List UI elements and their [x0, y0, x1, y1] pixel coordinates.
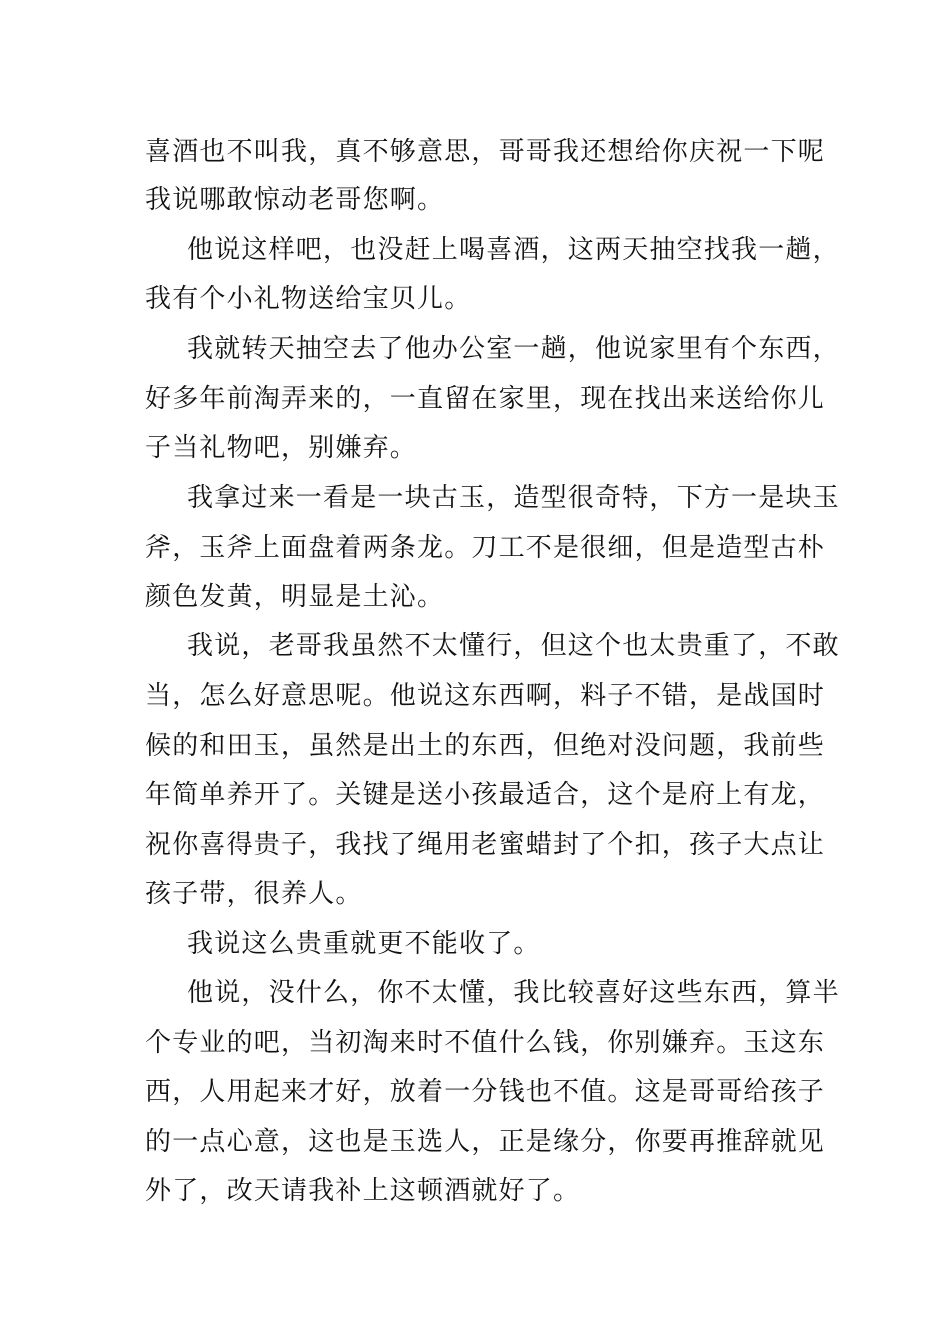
text-line: 年简单养开了。关键是送小孩最适合，这个是府上有龙，	[145, 780, 826, 810]
text-line: 西，人用起来才好，放着一分钱也不值。这是哥哥给孩子	[145, 1077, 826, 1107]
text-line: 喜酒也不叫我，真不够意思，哥哥我还想给你庆祝一下呢	[145, 137, 826, 167]
text-line: 他说，没什么，你不太懂，我比较喜好这些东西，算半	[187, 978, 840, 1008]
text-line: 外了，改天请我补上这顿酒就好了。	[145, 1176, 581, 1206]
text-line: 祝你喜得贵子，我找了绳用老蜜蜡封了个扣，孩子大点让	[145, 830, 826, 860]
text-line: 斧，玉斧上面盘着两条龙。刀工不是很细，但是造型古朴	[145, 533, 826, 563]
text-line: 我说哪敢惊动老哥您啊。	[145, 185, 445, 215]
text-line: 我说，老哥我虽然不太懂行，但这个也太贵重了，不敢	[187, 631, 840, 661]
text-line: 子当礼物吧，别嫌弃。	[145, 433, 418, 463]
text-line: 好多年前淘弄来的，一直留在家里，现在找出来送给你儿	[145, 384, 826, 414]
text-line: 我说这么贵重就更不能收了。	[187, 929, 541, 959]
text-line: 他说这样吧，也没赶上喝喜酒，这两天抽空找我一趟，	[187, 235, 840, 265]
text-line: 当，怎么好意思呢。他说这东西啊，料子不错，是战国时	[145, 681, 826, 711]
text-line: 个专业的吧，当初淘来时不值什么钱，你别嫌弃。玉这东	[145, 1028, 826, 1058]
text-line: 的一点心意，这也是玉选人，正是缘分，你要再推辞就见	[145, 1127, 826, 1157]
text-line: 孩子带，很养人。	[145, 879, 363, 909]
text-line: 我有个小礼物送给宝贝儿。	[145, 284, 472, 314]
text-line: 我就转天抽空去了他办公室一趟，他说家里有个东西，	[187, 334, 840, 364]
text-line: 候的和田玉，虽然是出土的东西，但绝对没问题，我前些	[145, 731, 826, 761]
text-line: 我拿过来一看是一块古玉，造型很奇特，下方一是块玉	[187, 483, 840, 513]
text-line: 颜色发黄，明显是土沁。	[145, 582, 445, 612]
